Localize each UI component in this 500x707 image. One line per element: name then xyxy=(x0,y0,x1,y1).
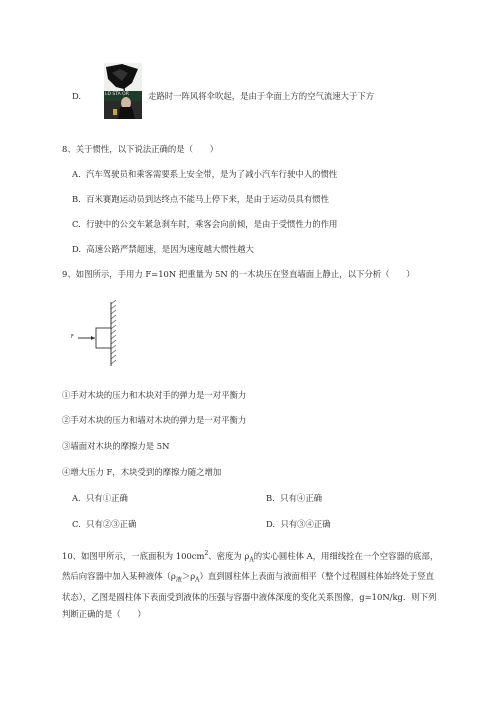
umbrella-photo xyxy=(104,63,142,119)
force-f-label: F xyxy=(71,334,74,340)
q9-option-c: C. 只有②③正确 xyxy=(72,519,137,529)
q9-statement-4: ④增大压力 F，木块受到的摩擦力随之增加 xyxy=(62,467,222,477)
q8-option-a: A. 汽车驾驶员和乘客需要系上安全带，是为了减小汽车行驶中人的惯性 xyxy=(72,169,338,179)
q9-stem: 9、如图所示，手用力 F=10N 把重量为 5N 的一木块压在竖直墙面上静止，以下分析（ ） xyxy=(62,269,415,279)
q9-wall-block-figure xyxy=(70,300,130,370)
q9-option-b: B. 只有④正确 xyxy=(266,493,323,503)
q9-statement-1: ①手对木块的压力和木块对手的弹力是一对平衡力 xyxy=(62,390,247,400)
q8-option-d: D. 高速公路严禁超速，是因为速度越大惯性越大 xyxy=(72,244,254,254)
photo-banner-text: LD STA OR xyxy=(105,92,129,97)
q9-statement-3: ③墙面对木块的摩擦力是 5N xyxy=(62,441,170,451)
q8-option-c: C. 行驶中的公交车紧急刹车时，乘客会向前倾，是由于受惯性力的作用 xyxy=(72,219,338,229)
q10-stem: 10、如图甲所示，一底面积为 $100cm^2$、密度为 $\rho_A$的实心圆柱体 A，用细线拴在一个空容器的底部，然后向容器中加入某种液体$(\rho_液>\rho_A)$直到圆柱体上表面与液面相平（整个过程圆柱体始终处于竖直状态），乙图是圆柱体下表面受到液体的压强与容器中液体深度的变化关系图像，g=10N/kg．则下列判断正确的是（ ） xyxy=(62,550,439,620)
q9-statement-2: ②手对木块的压力和墙对木块的弹力是一对平衡力 xyxy=(62,415,247,425)
q8-option-b: B. 百米赛跑运动员到达终点不能马上停下来，是由于运动员具有惯性 xyxy=(72,194,330,204)
q9-option-a: A. 只有①正确 xyxy=(72,493,128,503)
q7-option-d-text: 走路时一阵风将伞吹起，是由于伞面上方的空气流速大于下方 xyxy=(148,91,375,101)
q7-option-d-label: D. xyxy=(72,91,82,101)
umbrella-image-icon xyxy=(104,63,142,119)
q9-option-d: D. 只有③④正确 xyxy=(266,519,331,529)
q8-stem: 8、关于惯性，以下说法正确的是（ ） xyxy=(62,144,219,154)
